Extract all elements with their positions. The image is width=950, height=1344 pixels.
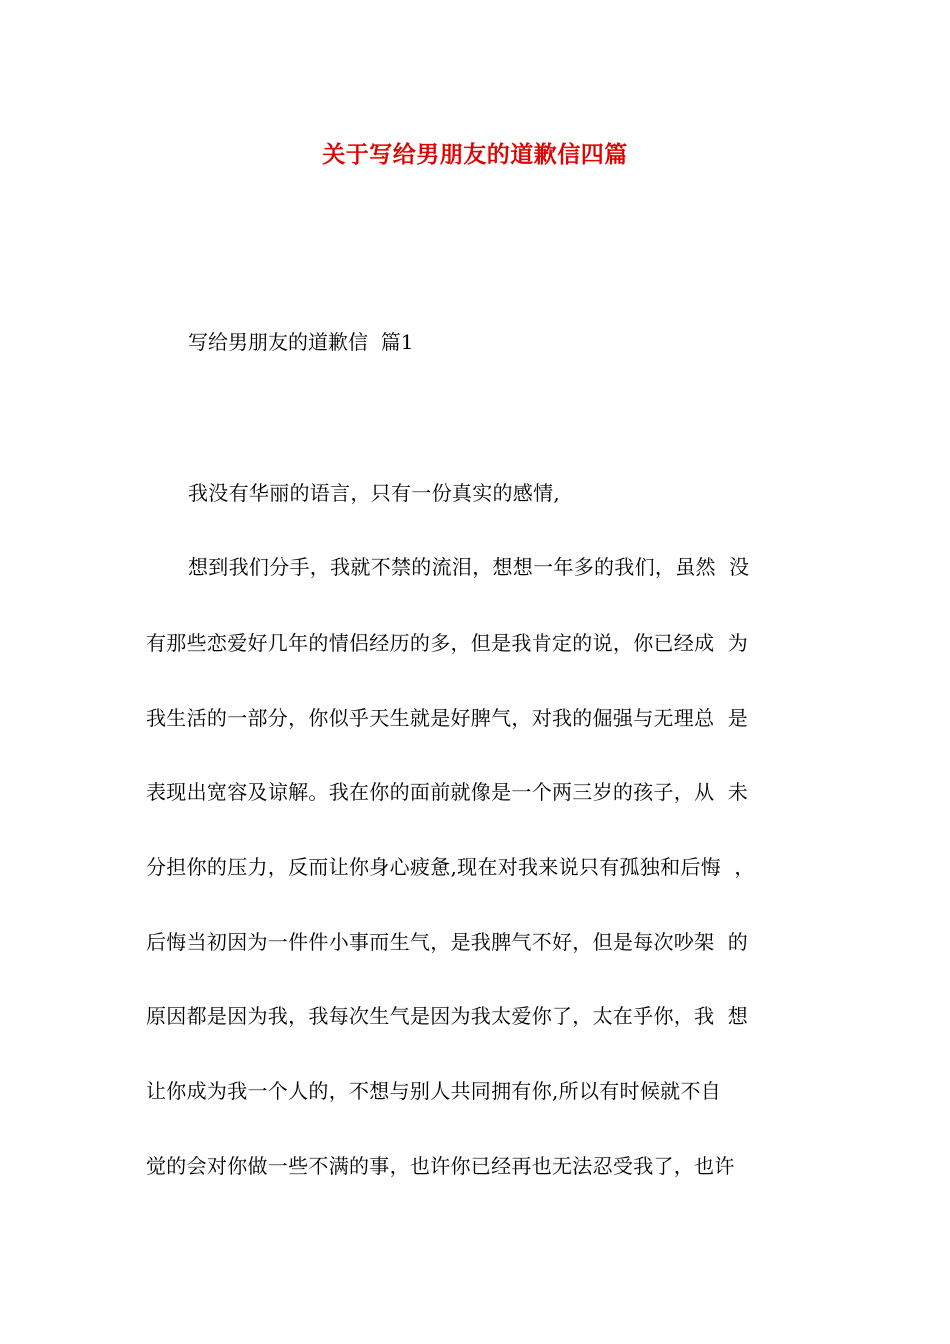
body-line-10: 觉的会对你做一些不满的事，也许你已经再也无法忍受我了，也许 [146,1154,735,1178]
body-line-8: 原因都是因为我，我每次生气是因为我太爱你了，太在乎你，我 想 [146,1004,749,1028]
body-line-9: 让你成为我一个人的，不想与别人共同拥有你,所以有时候就不自 [146,1079,722,1103]
body-line-7: 后悔当初因为一件件小事而生气，是我脾气不好，但是每次吵架 的 [146,930,749,954]
body-line-5: 表现出宽容及谅解。我在你的面前就像是一个两三岁的孩子，从 未 [146,780,749,804]
section-heading: 写给男朋友的道歉信 篇1 [188,330,414,354]
body-line-4: 我生活的一部分，你似乎天生就是好脾气，对我的倔强与无理总 是 [146,706,749,730]
body-line-3: 有那些恋爱好几年的情侣经历的多，但是我肯定的说，你已经成 为 [146,631,749,655]
document-title: 关于写给男朋友的道歉信四篇 [322,141,628,168]
body-line-1: 我没有华丽的语言，只有一份真实的感情, [188,481,561,505]
body-line-6: 分担你的压力，反而让你身心疲惫,现在对我来说只有孤独和后悔 ， [146,855,755,879]
body-line-2: 想到我们分手，我就不禁的流泪，想想一年多的我们，虽然 没 [188,555,750,579]
